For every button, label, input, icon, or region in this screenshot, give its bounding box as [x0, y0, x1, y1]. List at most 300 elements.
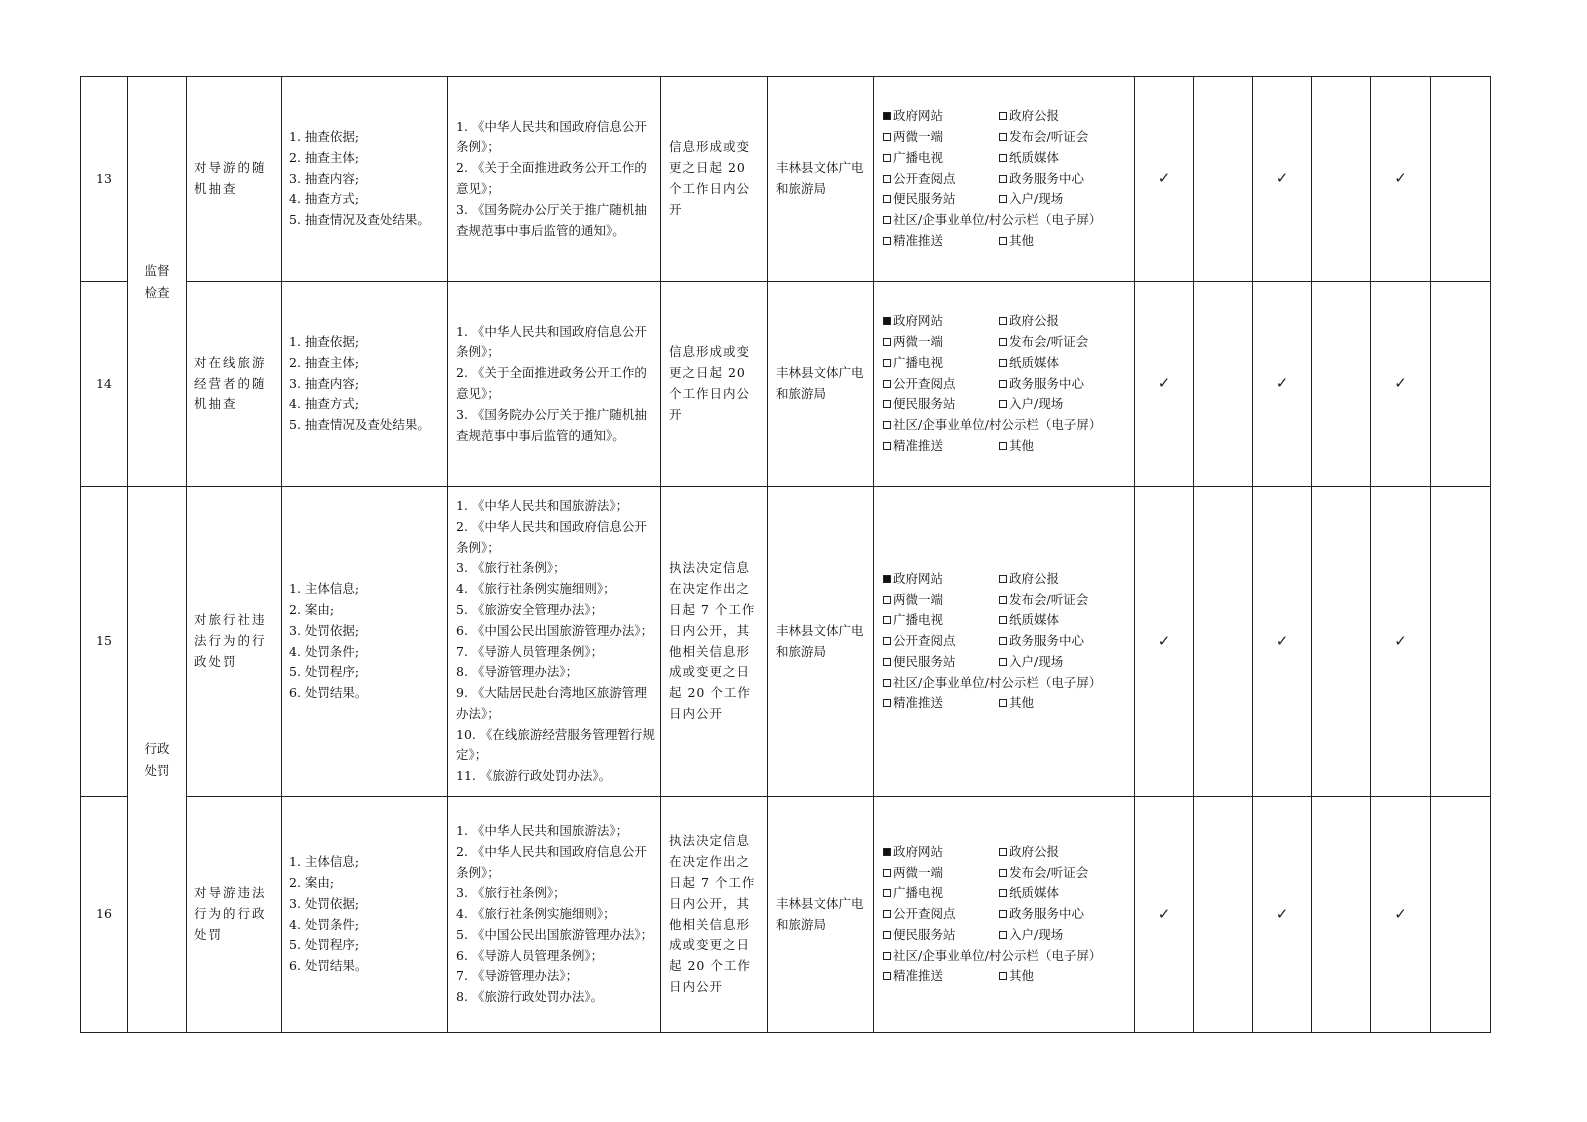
channel-option: [883, 590, 999, 611]
channel-label: 纸质媒体: [1009, 612, 1060, 628]
channel-cell: [874, 77, 1135, 282]
channel-row: [883, 189, 1130, 210]
item-name-text: 对在线旅游经营者的随机抽查: [194, 354, 267, 412]
channel-row: [883, 332, 1130, 353]
channel-label: 政务服务中心: [1009, 170, 1085, 186]
channel-label: 精准推送: [893, 968, 944, 984]
channel-option: [999, 925, 1063, 946]
basis-line: 1. 《中华人民共和国旅游法》；: [456, 497, 629, 513]
channel-option: [999, 394, 1063, 415]
basis-line: 6. 《中国公民出国旅游管理办法》；: [456, 622, 654, 638]
check-mark-icon: ✓: [1275, 169, 1289, 188]
channel-label: 政府公报: [1009, 313, 1060, 329]
item-name: [187, 282, 282, 487]
channel-option: [999, 169, 1084, 190]
basis-line: 6. 《导游人员管理条例》；: [456, 947, 604, 963]
channel-label: 公开查阅点: [893, 633, 956, 649]
unchecked-box-icon: [999, 658, 1007, 666]
channel-label: 其他: [1009, 232, 1035, 248]
channel-label: 政务服务中心: [1009, 906, 1085, 922]
channel-option: [883, 106, 999, 127]
basis-line: 3. 《旅行社条例》；: [456, 885, 566, 901]
unchecked-box-icon: [999, 972, 1007, 980]
unchecked-box-icon: [883, 195, 891, 203]
time-limit-cell: [661, 487, 768, 797]
row-number: 15: [81, 487, 128, 797]
empty-cell: [1312, 797, 1371, 1033]
channel-option: [883, 842, 999, 863]
unchecked-box-icon: [999, 237, 1007, 245]
content-cell: [282, 487, 448, 797]
check-mark-icon: ✓: [1394, 374, 1407, 393]
check-mark-icon: ✓: [1394, 631, 1407, 650]
channel-option: [883, 148, 999, 169]
content-line: 2. 抽查主体;: [289, 354, 360, 370]
unchecked-box-icon: [883, 442, 891, 450]
channel-option: [883, 569, 999, 590]
channel-row: [883, 883, 1130, 904]
basis-line: 7. 《导游管理办法》；: [456, 968, 579, 984]
channel-option: [999, 693, 1034, 714]
category-cell: [128, 77, 187, 487]
channel-cell: [874, 282, 1135, 487]
check-mark-icon: ✓: [1275, 374, 1289, 393]
channel-option: [999, 106, 1059, 127]
channel-option: [883, 127, 999, 148]
content-line: 1. 主体信息;: [289, 854, 360, 870]
department-cell: [768, 487, 874, 797]
channel-label: 广播电视: [893, 612, 944, 628]
basis-line: 1. 《中华人民共和国政府信息公开条例》；: [456, 323, 647, 360]
channel-option: [883, 436, 999, 457]
unchecked-box-icon: [883, 869, 891, 877]
unchecked-box-icon: [999, 869, 1007, 877]
unchecked-box-icon: [999, 575, 1007, 583]
channel-label: 发布会/听证会: [1009, 129, 1089, 144]
channel-row: [883, 569, 1130, 590]
channel-row: [883, 863, 1130, 884]
empty-cell: [1194, 77, 1253, 282]
channel-row: [883, 925, 1130, 946]
empty-cell: [1312, 77, 1371, 282]
channel-row: [883, 106, 1130, 127]
check-cell: [1135, 797, 1194, 1033]
time-limit-text: 执法决定信息在决定作出之日起 7 个工作日内公开，其他相关信息形成或变更之日起 20 个工作日内公开: [669, 833, 756, 994]
channel-option: [999, 231, 1034, 252]
check-cell: [1135, 77, 1194, 282]
channel-option: [999, 610, 1059, 631]
channel-option: [999, 590, 1088, 611]
content-line: 5. 抽查情况及查处结果。: [289, 417, 430, 433]
unchecked-box-icon: [999, 400, 1007, 408]
content-line: 3. 抽查内容;: [289, 170, 360, 186]
content-line: 5. 抽查情况及查处结果。: [289, 212, 430, 228]
item-name: [187, 487, 282, 797]
channel-row: [883, 673, 1130, 694]
content-line: 5. 处罚程序;: [289, 937, 360, 953]
channel-label: 精准推送: [893, 437, 944, 453]
basis-line: 2. 《关于全面推进政务公开工作的意见》；: [456, 160, 647, 196]
channel-row: [883, 353, 1130, 374]
channel-option: [883, 925, 999, 946]
department-cell: [768, 797, 874, 1033]
time-limit-text: 信息形成或变更之日起 20 个工作日内公开: [669, 139, 751, 217]
unchecked-box-icon: [883, 216, 891, 224]
department-text: 丰林县文体广电和旅游局: [776, 160, 864, 196]
channel-label: 社区/企事业单位/村公示栏（电子屏）: [893, 212, 1102, 228]
unchecked-box-icon: [883, 380, 891, 388]
channel-row: [883, 374, 1130, 395]
checked-box-icon: [883, 575, 891, 583]
unchecked-box-icon: [999, 195, 1007, 203]
channel-label: 纸质媒体: [1009, 885, 1060, 901]
channel-option: [883, 169, 999, 190]
basis-line: 7. 《导游人员管理条例》；: [456, 643, 604, 659]
empty-cell: [1312, 282, 1371, 487]
channel-option: [999, 904, 1084, 925]
channel-option: [883, 610, 999, 631]
department-text: 丰林县文体广电和旅游局: [776, 622, 864, 659]
check-mark-icon: ✓: [1275, 631, 1289, 650]
basis-line: 11. 《旅游行政处罚办法》。: [456, 768, 612, 784]
empty-cell: [1194, 797, 1253, 1033]
table-row: [81, 282, 1491, 487]
channel-option: [999, 631, 1084, 652]
channel-option: [883, 673, 1101, 694]
unchecked-box-icon: [883, 658, 891, 666]
basis-line: 5. 《中国公民出国旅游管理办法》；: [456, 926, 654, 942]
channel-cell: [874, 797, 1135, 1033]
check-cell: [1253, 77, 1312, 282]
channel-option: [999, 436, 1034, 457]
row-number: 16: [81, 797, 128, 1033]
channel-label: 两微一端: [893, 591, 944, 607]
unchecked-box-icon: [883, 175, 891, 183]
channel-label: 发布会/听证会: [1009, 864, 1089, 880]
unchecked-box-icon: [999, 359, 1007, 367]
channel-label: 政府网站: [893, 313, 944, 329]
table-row: [81, 77, 1491, 282]
channel-label: 精准推送: [893, 695, 944, 711]
basis-line: 2. 《关于全面推进政务公开工作的意见》；: [456, 365, 647, 401]
unchecked-box-icon: [999, 112, 1007, 120]
unchecked-box-icon: [883, 952, 891, 960]
channel-label: 便民服务站: [893, 926, 956, 942]
channel-label: 公开查阅点: [893, 375, 956, 391]
basis-line: 9. 《大陆居民赴台湾地区旅游管理办法》；: [456, 685, 647, 721]
check-cell: [1135, 487, 1194, 797]
item-name: [187, 797, 282, 1033]
channel-label: 两微一端: [893, 334, 944, 349]
check-cell: [1253, 797, 1312, 1033]
channel-row: [883, 415, 1130, 436]
channel-label: 发布会/听证会: [1009, 591, 1089, 607]
unchecked-box-icon: [999, 317, 1007, 325]
unchecked-box-icon: [883, 679, 891, 687]
channel-option: [883, 863, 999, 884]
empty-cell: [1431, 487, 1491, 797]
item-name: [187, 77, 282, 282]
unchecked-box-icon: [999, 442, 1007, 450]
channel-option: [999, 842, 1059, 863]
unchecked-box-icon: [999, 848, 1007, 856]
content-line: 5. 处罚程序;: [289, 664, 360, 680]
basis-line: 1. 《中华人民共和国政府信息公开条例》；: [456, 118, 647, 155]
channel-option: [883, 394, 999, 415]
empty-cell: [1431, 797, 1491, 1033]
content-line: 1. 主体信息;: [289, 581, 360, 597]
basis-line: 3. 《国务院办公厅关于推广随机抽查规范事中事后监管的通知》。: [456, 201, 647, 238]
unchecked-box-icon: [883, 400, 891, 408]
channel-option: [883, 883, 999, 904]
unchecked-box-icon: [883, 616, 891, 624]
content-line: 4. 处罚条件;: [289, 643, 360, 659]
channel-option: [883, 311, 999, 332]
check-mark-icon: ✓: [1157, 631, 1171, 650]
check-cell: [1371, 77, 1431, 282]
unchecked-box-icon: [883, 237, 891, 245]
content-cell: [282, 77, 448, 282]
channel-row: [883, 590, 1130, 611]
basis-line: 3. 《旅行社条例》；: [456, 560, 566, 576]
content-line: 4. 处罚条件;: [289, 916, 360, 932]
category-label: 监督检查: [144, 262, 170, 300]
content-cell: [282, 282, 448, 487]
channel-row: [883, 210, 1130, 231]
channel-option: [883, 210, 1101, 231]
channel-row: [883, 946, 1130, 967]
checked-box-icon: [883, 848, 891, 856]
channel-row: [883, 394, 1130, 415]
unchecked-box-icon: [999, 133, 1007, 141]
time-limit-text: 执法决定信息在决定作出之日起 7 个工作日内公开，其他相关信息形成或变更之日起 20 个工作日内公开: [669, 560, 756, 721]
item-name-text: 对导游的随机抽查: [194, 160, 267, 196]
content-line: 2. 案由;: [289, 874, 335, 890]
channel-row: [883, 148, 1130, 169]
unchecked-box-icon: [999, 889, 1007, 897]
channel-row: [883, 169, 1130, 190]
category-cell: [128, 487, 187, 1033]
unchecked-box-icon: [883, 338, 891, 346]
channel-label: 政府公报: [1009, 570, 1060, 586]
content-line: 6. 处罚结果。: [289, 685, 368, 701]
channel-option: [883, 631, 999, 652]
unchecked-box-icon: [999, 910, 1007, 918]
channel-label: 两微一端: [893, 129, 944, 144]
unchecked-box-icon: [883, 133, 891, 141]
check-mark-icon: ✓: [1394, 169, 1407, 188]
basis-line: 2. 《中华人民共和国政府信息公开条例》；: [456, 843, 647, 880]
check-mark-icon: ✓: [1394, 904, 1407, 923]
channel-label: 社区/企事业单位/村公示栏（电子屏）: [893, 947, 1102, 963]
basis-cell: [448, 487, 661, 797]
unchecked-box-icon: [883, 972, 891, 980]
channel-row: [883, 693, 1130, 714]
time-limit-cell: [661, 282, 768, 487]
channel-label: 入户/现场: [1009, 926, 1064, 942]
checked-box-icon: [883, 112, 891, 120]
content-line: 3. 处罚依据;: [289, 622, 360, 638]
channel-option: [883, 693, 999, 714]
channel-label: 便民服务站: [893, 653, 956, 669]
unchecked-box-icon: [999, 931, 1007, 939]
row-number: 13: [81, 77, 128, 282]
channel-label: 政府网站: [893, 570, 944, 586]
channel-row: [883, 631, 1130, 652]
unchecked-box-icon: [883, 596, 891, 604]
basis-cell: [448, 282, 661, 487]
channel-cell: [874, 487, 1135, 797]
department-text: 丰林县文体广电和旅游局: [776, 365, 864, 401]
empty-cell: [1194, 282, 1253, 487]
basis-line: 8. 《导游管理办法》；: [456, 664, 579, 680]
channel-label: 纸质媒体: [1009, 149, 1060, 165]
channel-option: [999, 332, 1088, 353]
department-cell: [768, 77, 874, 282]
channel-option: [999, 652, 1063, 673]
content-line: 4. 抽查方式;: [289, 396, 360, 412]
channel-label: 便民服务站: [893, 191, 956, 207]
channel-option: [999, 189, 1063, 210]
channel-label: 其他: [1009, 437, 1035, 453]
unchecked-box-icon: [883, 421, 891, 429]
channel-row: [883, 966, 1130, 987]
row-number: 14: [81, 282, 128, 487]
channel-label: 政府公报: [1009, 108, 1060, 124]
table-row: [81, 797, 1491, 1033]
channel-label: 两微一端: [893, 864, 944, 880]
channel-label: 其他: [1009, 968, 1035, 984]
channel-option: [999, 311, 1059, 332]
channel-option: [883, 332, 999, 353]
check-mark-icon: ✓: [1157, 904, 1171, 923]
check-cell: [1253, 487, 1312, 797]
channel-option: [883, 904, 999, 925]
basis-line: 3. 《国务院办公厅关于推广随机抽查规范事中事后监管的通知》。: [456, 406, 647, 443]
channel-row: [883, 311, 1130, 332]
check-cell: [1371, 487, 1431, 797]
time-limit-cell: [661, 77, 768, 282]
channel-option: [883, 353, 999, 374]
channel-label: 社区/企事业单位/村公示栏（电子屏）: [893, 417, 1102, 433]
department-cell: [768, 282, 874, 487]
channel-option: [883, 189, 999, 210]
content-line: 2. 案由;: [289, 601, 335, 617]
time-limit-cell: [661, 797, 768, 1033]
channel-label: 公开查阅点: [893, 906, 956, 922]
checked-box-icon: [883, 317, 891, 325]
channel-label: 广播电视: [893, 885, 944, 901]
unchecked-box-icon: [883, 359, 891, 367]
category-label: 行政处罚: [144, 740, 170, 778]
item-name-text: 对旅行社违法行为的行政处罚: [194, 612, 267, 669]
channel-label: 公开查阅点: [893, 170, 956, 186]
check-cell: [1135, 282, 1194, 487]
content-cell: [282, 797, 448, 1033]
content-line: 2. 抽查主体;: [289, 149, 360, 165]
basis-cell: [448, 797, 661, 1033]
channel-label: 精准推送: [893, 232, 944, 248]
item-name-text: 对导游违法行为的行政处罚: [194, 885, 267, 942]
unchecked-box-icon: [999, 380, 1007, 388]
channel-option: [883, 231, 999, 252]
basis-line: 4. 《旅行社条例实施细则》；: [456, 581, 616, 597]
unchecked-box-icon: [883, 637, 891, 645]
disclosure-table: [80, 76, 1491, 1033]
content-line: 4. 抽查方式;: [289, 191, 360, 207]
channel-label: 入户/现场: [1009, 191, 1064, 207]
channel-option: [883, 374, 999, 395]
content-line: 6. 处罚结果。: [289, 958, 368, 974]
channel-row: [883, 231, 1130, 252]
channel-option: [999, 374, 1084, 395]
unchecked-box-icon: [883, 889, 891, 897]
channel-option: [999, 127, 1088, 148]
channel-row: [883, 904, 1130, 925]
unchecked-box-icon: [883, 154, 891, 162]
channel-label: 广播电视: [893, 149, 944, 165]
channel-label: 其他: [1009, 695, 1035, 711]
empty-cell: [1431, 282, 1491, 487]
channel-label: 政务服务中心: [1009, 375, 1085, 391]
channel-option: [999, 569, 1059, 590]
channel-option: [999, 148, 1059, 169]
table-row: [81, 487, 1491, 797]
unchecked-box-icon: [999, 154, 1007, 162]
channel-row: [883, 127, 1130, 148]
check-mark-icon: ✓: [1157, 374, 1171, 393]
channel-option: [999, 863, 1088, 884]
channel-option: [883, 415, 1101, 436]
channel-option: [883, 652, 999, 673]
check-mark-icon: ✓: [1157, 169, 1171, 188]
channel-label: 广播电视: [893, 354, 944, 370]
channel-label: 社区/企事业单位/村公示栏（电子屏）: [893, 674, 1102, 690]
content-line: 1. 抽查依据;: [289, 334, 360, 349]
channel-row: [883, 610, 1130, 631]
unchecked-box-icon: [999, 699, 1007, 707]
channel-option: [883, 966, 999, 987]
unchecked-box-icon: [999, 616, 1007, 624]
check-mark-icon: ✓: [1275, 904, 1289, 923]
channel-label: 发布会/听证会: [1009, 334, 1089, 349]
empty-cell: [1194, 487, 1253, 797]
unchecked-box-icon: [999, 596, 1007, 604]
channel-label: 政府网站: [893, 108, 944, 124]
channel-row: [883, 652, 1130, 673]
unchecked-box-icon: [999, 338, 1007, 346]
channel-option: [999, 353, 1059, 374]
basis-cell: [448, 77, 661, 282]
basis-line: 2. 《中华人民共和国政府信息公开条例》；: [456, 518, 647, 555]
channel-label: 入户/现场: [1009, 396, 1064, 412]
channel-label: 便民服务站: [893, 396, 956, 412]
unchecked-box-icon: [999, 637, 1007, 645]
content-line: 3. 抽查内容;: [289, 375, 360, 391]
empty-cell: [1312, 487, 1371, 797]
channel-row: [883, 842, 1130, 863]
unchecked-box-icon: [999, 175, 1007, 183]
channel-row: [883, 436, 1130, 457]
channel-label: 入户/现场: [1009, 653, 1064, 669]
check-cell: [1371, 797, 1431, 1033]
basis-line: 5. 《旅游安全管理办法》；: [456, 601, 604, 617]
basis-line: 10. 《在线旅游经营服务管理暂行规定》；: [456, 726, 655, 763]
channel-option: [999, 883, 1059, 904]
content-line: 3. 处罚依据;: [289, 895, 360, 911]
channel-option: [883, 946, 1101, 967]
channel-label: 政府公报: [1009, 843, 1060, 859]
